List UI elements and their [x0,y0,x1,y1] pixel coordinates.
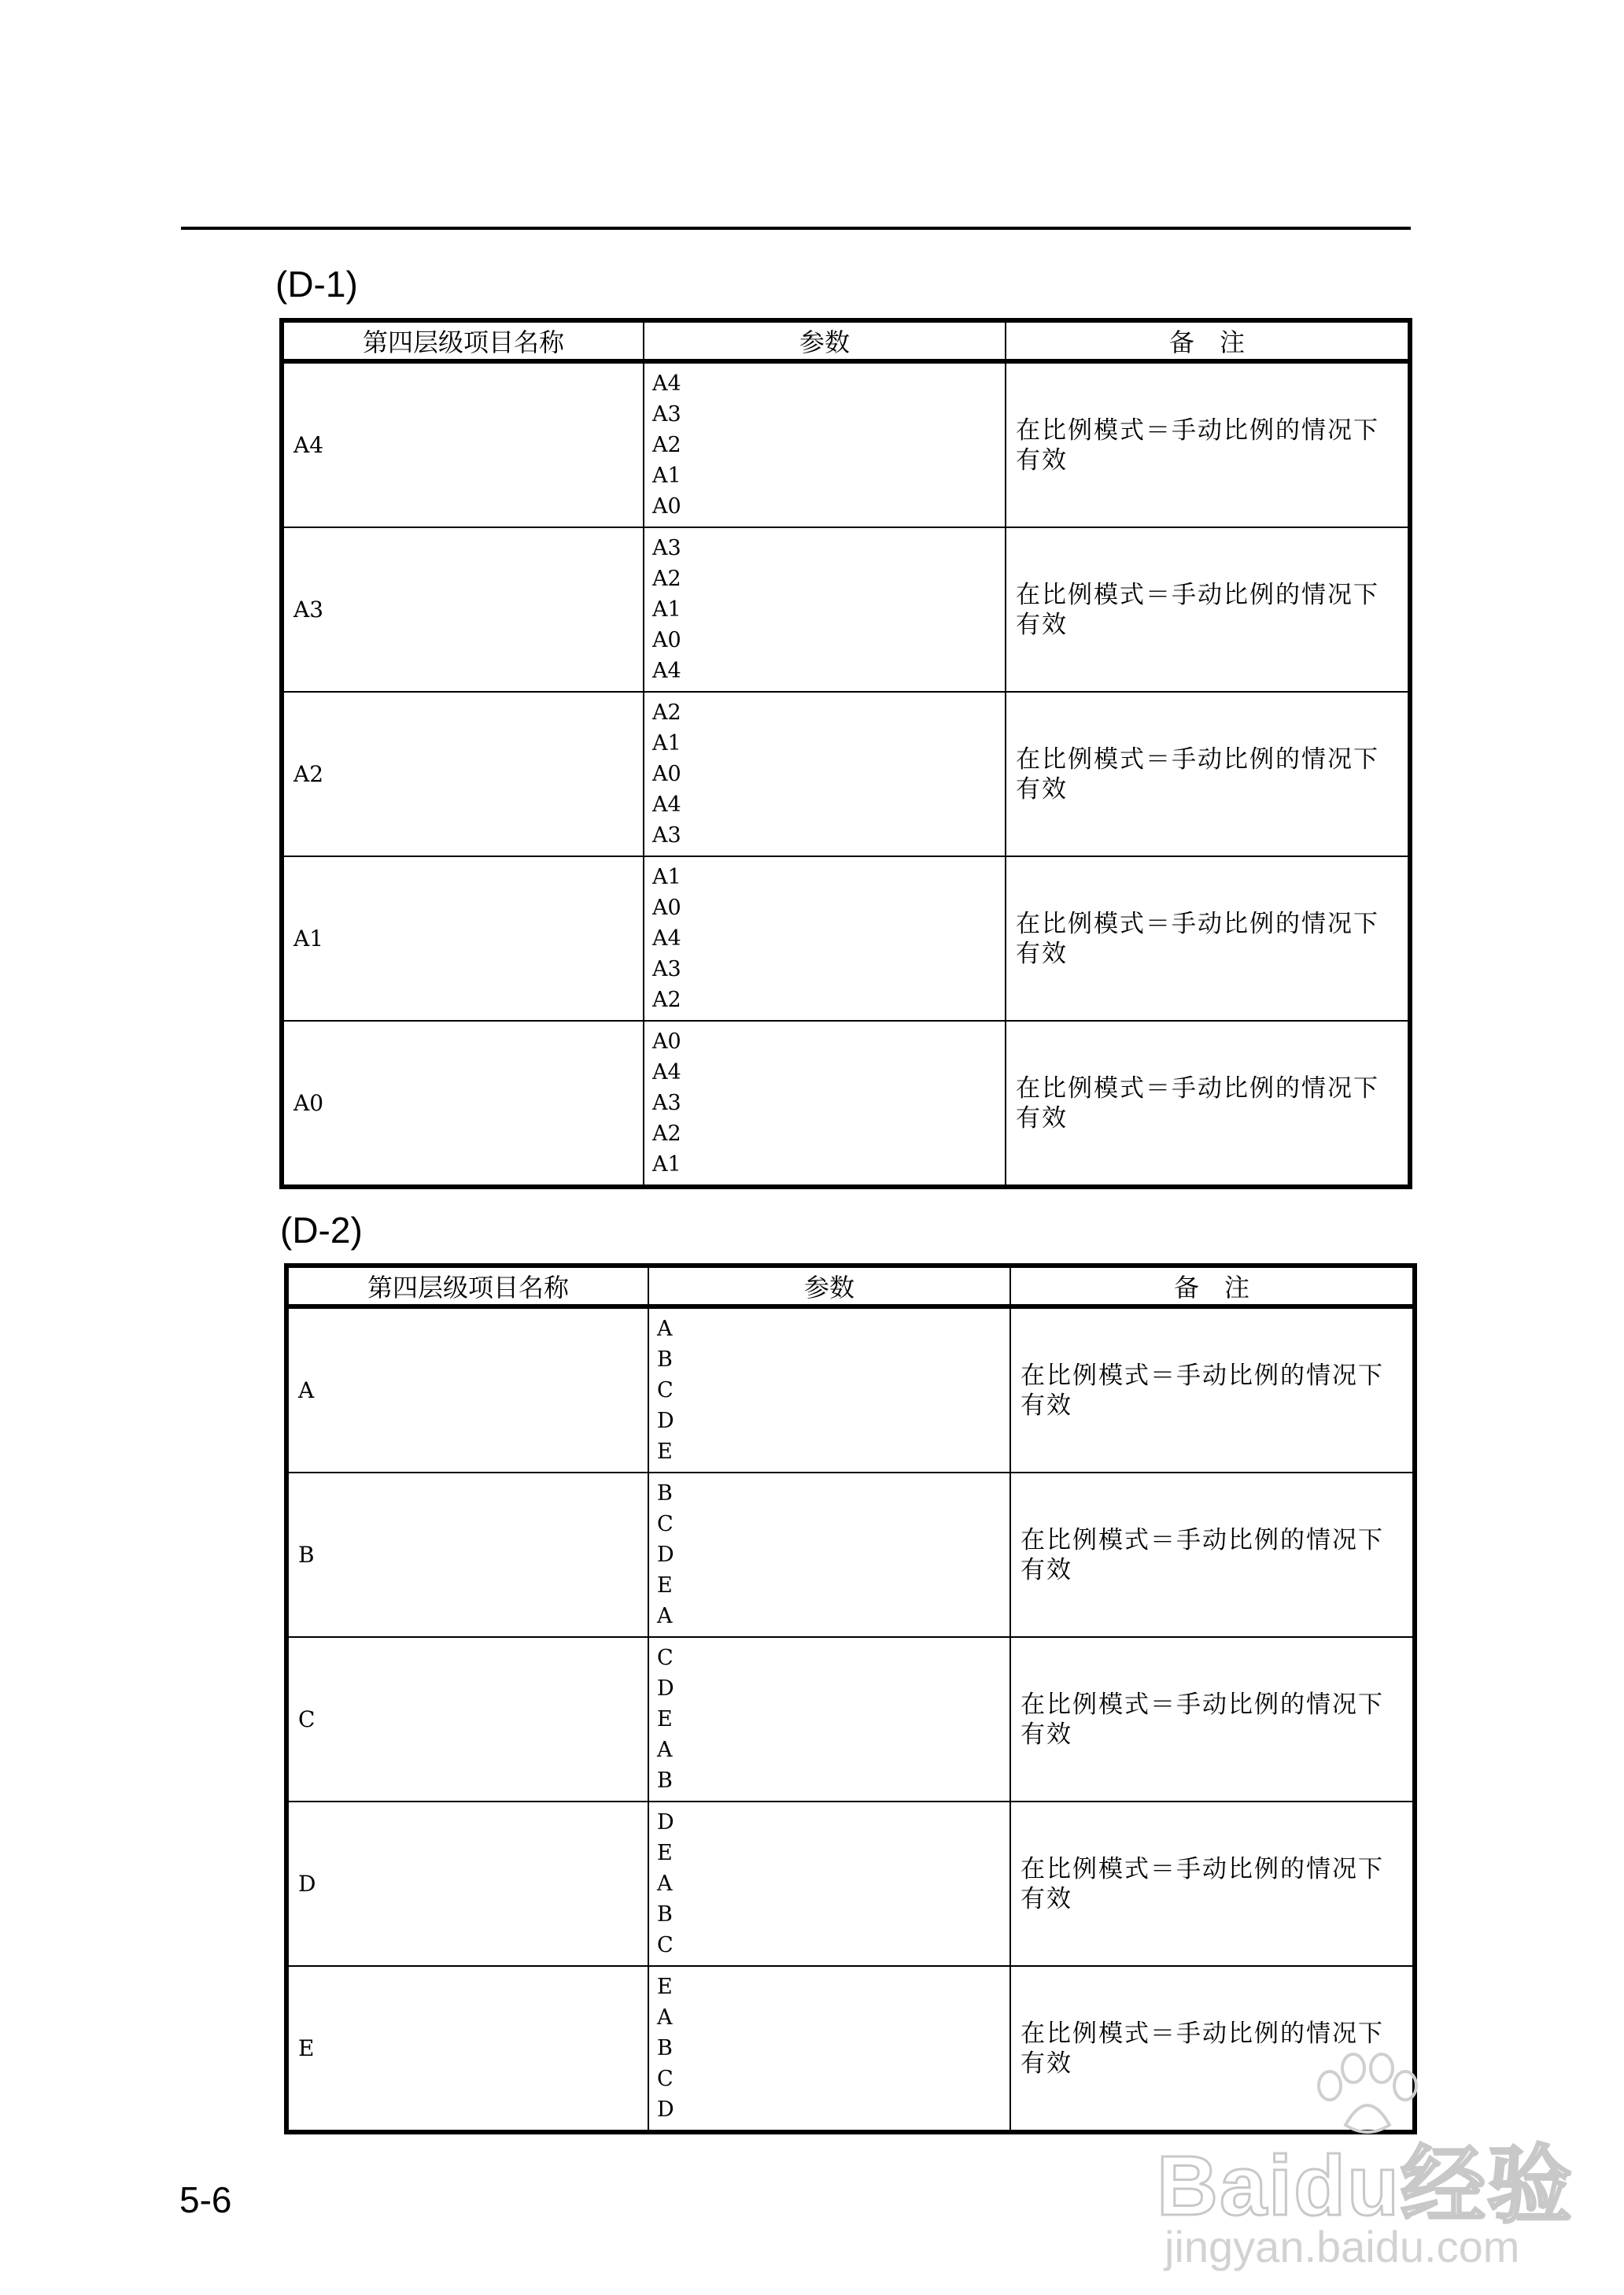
item-name: A0 [282,1021,644,1187]
param-value: A3 [652,957,681,981]
note-cell [1010,1637,1415,1802]
item-name: E [286,1966,648,2132]
param-cell [644,361,1006,527]
header-note: 备 注 [1010,1266,1415,1306]
top-rule [181,227,1411,230]
table-row [286,1306,1415,1473]
table-row [286,1966,1415,2132]
param-value: A0 [652,628,681,652]
note-text: 在比例模式＝手动比例的情况下 [1016,1074,1379,1103]
param-value: A4 [652,926,681,951]
header-item-name: 第四层级项目名称 [286,1266,648,1306]
table-row [286,1473,1415,1637]
param-cell [644,692,1006,856]
param-cell [648,1637,1010,1802]
param-value: D [657,1676,674,1701]
param-value: A [657,1604,673,1628]
param-value: A4 [652,793,681,817]
item-name: A1 [282,856,644,1021]
note-text: 在比例模式＝手动比例的情况下 [1016,416,1379,445]
header-params: 参数 [644,320,1006,361]
item-name: A2 [282,692,644,856]
note-text: 有效 [1016,1103,1068,1133]
item-name: D [286,1802,648,1966]
param-value: A1 [652,731,681,756]
page-number: 5-6 [179,2179,232,2220]
param-cell [648,1966,1010,2132]
param-value: C [657,1933,674,1957]
param-value: B [657,1902,673,1927]
param-value: A2 [652,988,681,1012]
param-value: C [657,2067,674,2091]
param-value: A4 [652,371,681,396]
item-name: A4 [282,361,644,527]
header-item-name: 第四层级项目名称 [282,320,644,361]
param-value: E [657,1439,673,1464]
watermark-brand: Baidu经验 [1157,2138,1574,2233]
table-row [282,361,1410,527]
param-value: E [657,1975,673,1999]
note-text: 在比例模式＝手动比例的情况下 [1016,745,1379,774]
table-header-row [286,1266,1415,1306]
parameter-table-d1 [279,318,1412,1189]
note-text: 有效 [1016,774,1068,804]
note-text: 在比例模式＝手动比例的情况下 [1016,909,1379,938]
param-value: E [657,1841,673,1865]
param-cell [644,527,1006,692]
note-cell [1010,1473,1415,1637]
item-name: A3 [282,527,644,692]
param-cell [644,856,1006,1021]
table-row [282,856,1410,1021]
note-cell [1006,1021,1410,1187]
param-value: A1 [652,865,681,889]
param-value: A0 [652,762,681,786]
param-value: A0 [652,896,681,920]
param-value: A0 [652,1029,681,1054]
param-value: B [657,1347,673,1372]
param-cell [644,1021,1006,1187]
note-text: 有效 [1021,1555,1072,1584]
param-value: A3 [652,402,681,427]
param-value: A1 [652,464,681,488]
param-cell [648,1802,1010,1966]
param-value: A2 [652,433,681,457]
param-value: A4 [652,659,681,683]
parameter-table-d2 [284,1263,1417,2134]
param-cell [648,1306,1010,1473]
note-cell [1006,856,1410,1021]
param-value: A [657,1738,673,1762]
note-text: 在比例模式＝手动比例的情况下 [1021,1525,1384,1554]
param-value: A1 [652,597,681,622]
note-text: 有效 [1016,939,1068,968]
note-cell [1010,1966,1415,2132]
param-cell [648,1473,1010,1637]
param-value: C [657,1512,674,1536]
param-value: D [657,1543,674,1567]
note-text: 有效 [1021,2049,1072,2078]
param-value: D [657,1810,674,1835]
param-value: C [657,1646,674,1670]
note-cell [1010,1306,1415,1473]
table-row [282,1021,1410,1187]
param-value: A2 [652,700,681,725]
note-cell [1006,361,1410,527]
item-name: A [286,1306,648,1473]
note-text: 在比例模式＝手动比例的情况下 [1021,1854,1384,1883]
param-value: A3 [652,823,681,848]
watermark-url: jingyan.baidu.com [1164,2222,1520,2271]
note-text: 在比例模式＝手动比例的情况下 [1021,1361,1384,1390]
param-value: E [657,1707,673,1731]
header-note: 备 注 [1006,320,1410,361]
param-value: A4 [652,1060,681,1085]
param-value: D [657,2097,674,2122]
table-row [286,1802,1415,1966]
note-text: 在比例模式＝手动比例的情况下 [1016,580,1379,609]
note-cell [1006,527,1410,692]
note-cell [1010,1802,1415,1966]
param-value: A [657,1872,673,1896]
param-value: A2 [652,1122,681,1146]
section-title-d1: (D-1) [275,264,358,305]
param-value: B [657,2036,673,2060]
param-value: A3 [652,536,681,560]
note-text: 有效 [1016,610,1068,639]
table-row [282,692,1410,856]
param-value: D [657,1409,674,1433]
param-value: A3 [652,1091,681,1115]
param-value: C [657,1378,674,1402]
item-name: C [286,1637,648,1802]
param-value: E [657,1573,673,1598]
table-row [286,1637,1415,1802]
param-value: A1 [652,1152,681,1177]
note-text: 有效 [1021,1720,1072,1749]
note-text: 有效 [1021,1884,1072,1913]
header-params: 参数 [648,1266,1010,1306]
param-value: B [657,1481,673,1506]
note-cell [1006,692,1410,856]
table-row [282,527,1410,692]
param-value: A [657,2005,673,2030]
note-text: 在比例模式＝手动比例的情况下 [1021,2019,1384,2048]
note-text: 在比例模式＝手动比例的情况下 [1021,1690,1384,1719]
param-value: A0 [652,494,681,519]
param-value: B [657,1768,673,1793]
param-value: A2 [652,567,681,591]
param-value: A [657,1317,673,1341]
section-title-d2: (D-2) [280,1210,363,1251]
note-text: 有效 [1021,1391,1072,1420]
table-header-row [282,320,1410,361]
note-text: 有效 [1016,445,1068,475]
item-name: B [286,1473,648,1637]
